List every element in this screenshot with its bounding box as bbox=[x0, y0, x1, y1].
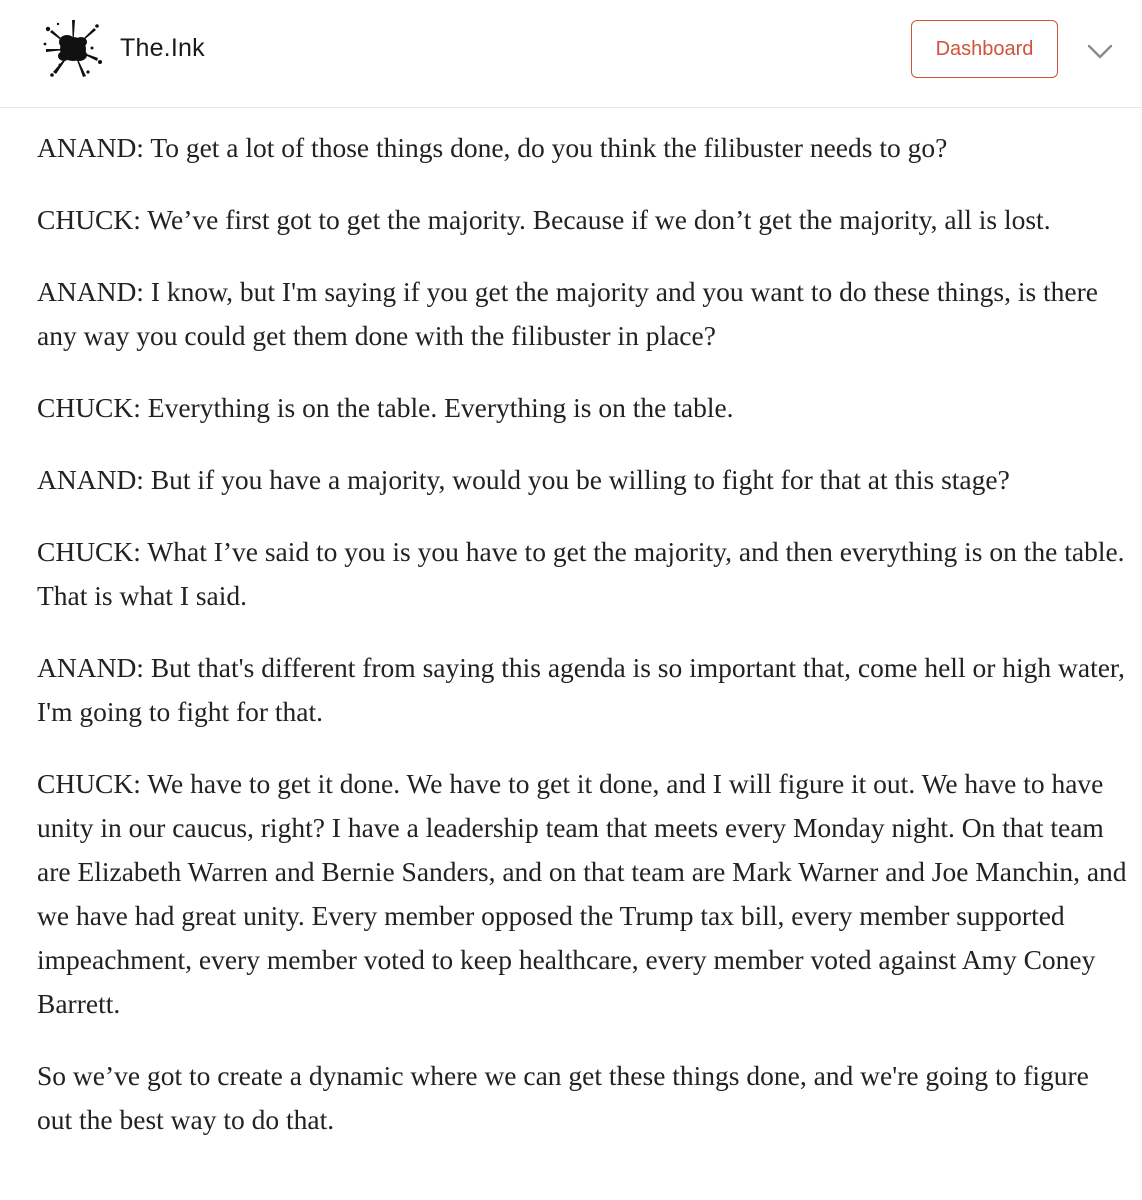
transcript-paragraph: ANAND: But that's different from saying this agenda is so important that, come hell or high water, I'm going to fight for that. bbox=[37, 652, 1125, 727]
transcript-paragraph: So we’ve got to create a dynamic where we can get these things done, and we're going to figure out the best way to do that. bbox=[37, 1060, 1089, 1135]
transcript-paragraph: ANAND: I know, but I'm saying if you get the majority and you want to do these things, is there any way you could get them done with the filibuster in place? bbox=[37, 276, 1098, 351]
transcript-paragraph: CHUCK: Everything is on the table. Everything is on the table. bbox=[37, 392, 734, 423]
brand-name[interactable]: The.Ink bbox=[120, 34, 205, 62]
transcript-paragraph: CHUCK: We’ve first got to get the majority. Because if we don’t get the majority, all is lost. bbox=[37, 204, 1051, 235]
transcript-paragraph: ANAND: But if you have a majority, would you be willing to fight for that at this stage? bbox=[37, 464, 1010, 495]
ink-splat-icon[interactable] bbox=[42, 18, 104, 80]
top-navigation-bar bbox=[0, 0, 1142, 108]
dashboard-button[interactable]: Dashboard bbox=[911, 20, 1058, 78]
chevron-down-icon[interactable] bbox=[1084, 38, 1116, 64]
transcript-paragraph: CHUCK: What I’ve said to you is you have to get the majority, and then everything is on the table. That is what I said. bbox=[37, 536, 1125, 611]
interview-transcript bbox=[37, 126, 1127, 1170]
transcript-paragraph: ANAND: To get a lot of those things done, do you think the filibuster needs to go? bbox=[37, 132, 948, 163]
transcript-paragraph: CHUCK: We have to get it done. We have to get it done, and I will figure it out. We have to have unity in our caucus, right? I have a leadership team that meets every Monday night. On that team are Elizabeth Warren and Bernie Sanders, and on that team are Mark Warner and Joe Manchin, and we have had great unity. Every member opposed the Trump tax bill, every member supported impeachment, every member voted to keep healthcare, every member voted against Amy Coney Barrett. bbox=[37, 768, 1127, 1019]
